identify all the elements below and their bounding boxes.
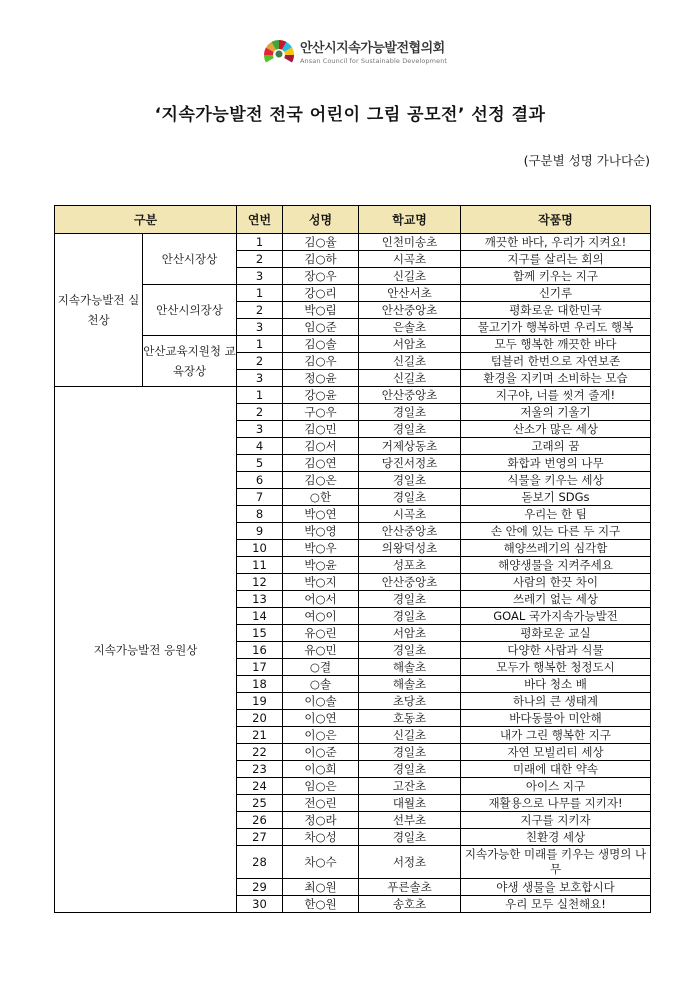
student-name: 유○린 xyxy=(283,625,359,642)
school-name: 경일초 xyxy=(359,591,461,608)
artwork-title: 산소가 많은 세상 xyxy=(461,421,651,438)
row-number: 22 xyxy=(237,744,283,761)
row-number: 10 xyxy=(237,540,283,557)
artwork-title: 평화로운 대한민국 xyxy=(461,302,651,319)
student-name: 강○윤 xyxy=(283,387,359,404)
award-cell: 안산시장상 xyxy=(143,234,237,285)
artwork-title: 물고기가 행복하면 우리도 행복 xyxy=(461,319,651,336)
row-number: 3 xyxy=(237,421,283,438)
row-number: 28 xyxy=(237,846,283,879)
student-name: ○결 xyxy=(283,659,359,676)
row-number: 21 xyxy=(237,727,283,744)
school-name: 초당초 xyxy=(359,693,461,710)
row-number: 18 xyxy=(237,676,283,693)
student-name: 김○우 xyxy=(283,353,359,370)
org-name-en: Ansan Council for Sustainable Development xyxy=(300,56,448,65)
row-number: 29 xyxy=(237,879,283,896)
row-number: 4 xyxy=(237,438,283,455)
school-name: 신길초 xyxy=(359,370,461,387)
row-number: 5 xyxy=(237,455,283,472)
row-number: 9 xyxy=(237,523,283,540)
school-name: 안산서초 xyxy=(359,285,461,302)
student-name: 한○원 xyxy=(283,896,359,913)
sort-note: (구분별 성명 가나다순) xyxy=(523,153,650,168)
artwork-title: 바다 청소 배 xyxy=(461,676,651,693)
school-name: 해솔초 xyxy=(359,659,461,676)
school-name: 당진서정초 xyxy=(359,455,461,472)
table-row xyxy=(55,336,651,353)
row-number: 3 xyxy=(237,319,283,336)
header-category: 구분 xyxy=(55,206,237,234)
org-logo xyxy=(262,38,447,68)
artwork-title: 재활용으로 나무를 지키자! xyxy=(461,795,651,812)
row-number: 1 xyxy=(237,285,283,302)
student-name: 이○연 xyxy=(283,710,359,727)
school-name: 서암초 xyxy=(359,625,461,642)
student-name: 박○림 xyxy=(283,302,359,319)
school-name: 경일초 xyxy=(359,744,461,761)
row-number: 1 xyxy=(237,387,283,404)
row-number: 20 xyxy=(237,710,283,727)
row-number: 13 xyxy=(237,591,283,608)
student-name: 유○민 xyxy=(283,642,359,659)
artwork-title: 모두가 행복한 청정도시 xyxy=(461,659,651,676)
header-school: 학교명 xyxy=(359,206,461,234)
artwork-title: 식물을 키우는 세상 xyxy=(461,472,651,489)
row-number: 24 xyxy=(237,778,283,795)
student-name: 장○우 xyxy=(283,268,359,285)
award-cell: 안산시의장상 xyxy=(143,285,237,336)
school-name: 경일초 xyxy=(359,489,461,506)
school-name: 의왕덕성초 xyxy=(359,540,461,557)
school-name: 안산중앙초 xyxy=(359,574,461,591)
student-name: 강○리 xyxy=(283,285,359,302)
row-number: 25 xyxy=(237,795,283,812)
artwork-title: 돋보기 SDGs xyxy=(461,489,651,506)
school-name: 경일초 xyxy=(359,421,461,438)
artwork-title: 텀블러 한번으로 자연보존 xyxy=(461,353,651,370)
student-name: 여○이 xyxy=(283,608,359,625)
header-name: 성명 xyxy=(283,206,359,234)
award-cell: 안산교육지원청 교육장상 xyxy=(143,336,237,387)
student-name: ○한 xyxy=(283,489,359,506)
row-number: 2 xyxy=(237,251,283,268)
artwork-title: 다양한 사람과 식물 xyxy=(461,642,651,659)
school-name: 신길초 xyxy=(359,353,461,370)
student-name: 박○지 xyxy=(283,574,359,591)
student-name: 김○서 xyxy=(283,438,359,455)
row-number: 3 xyxy=(237,370,283,387)
student-name: 정○라 xyxy=(283,812,359,829)
school-name: 은솔초 xyxy=(359,319,461,336)
school-name: 송호초 xyxy=(359,896,461,913)
row-number: 3 xyxy=(237,268,283,285)
artwork-title: 지속가능한 미래를 키우는 생명의 나무 xyxy=(461,846,651,879)
student-name: 차○수 xyxy=(283,846,359,879)
school-name: 신길초 xyxy=(359,268,461,285)
row-number: 23 xyxy=(237,761,283,778)
row-number: 11 xyxy=(237,557,283,574)
row-number: 2 xyxy=(237,353,283,370)
row-number: 30 xyxy=(237,896,283,913)
student-name: 이○준 xyxy=(283,744,359,761)
artwork-title: 화합과 번영의 나무 xyxy=(461,455,651,472)
student-name: 박○우 xyxy=(283,540,359,557)
row-number: 8 xyxy=(237,506,283,523)
row-number: 2 xyxy=(237,404,283,421)
artwork-title: 지구를 살리는 회의 xyxy=(461,251,651,268)
artwork-title: 해양쓰레기의 심각함 xyxy=(461,540,651,557)
artwork-title: 모두 행복한 깨끗한 바다 xyxy=(461,336,651,353)
school-name: 해솔초 xyxy=(359,676,461,693)
school-name: 인천미송초 xyxy=(359,234,461,251)
school-name: 푸른솔초 xyxy=(359,879,461,896)
student-name: 김○하 xyxy=(283,251,359,268)
artwork-title: 미래에 대한 약속 xyxy=(461,761,651,778)
student-name: 김○연 xyxy=(283,455,359,472)
row-number: 16 xyxy=(237,642,283,659)
school-name: 시곡초 xyxy=(359,506,461,523)
student-name: 이○솔 xyxy=(283,693,359,710)
artwork-title: 야생 생물을 보호합시다 xyxy=(461,879,651,896)
artwork-title: GOAL 국가지속가능발전 xyxy=(461,608,651,625)
artwork-title: 함께 키우는 지구 xyxy=(461,268,651,285)
artwork-title: 아이스 지구 xyxy=(461,778,651,795)
artwork-title: 평화로운 교실 xyxy=(461,625,651,642)
artwork-title: 지구야, 너를 씻겨 줄게! xyxy=(461,387,651,404)
artwork-title: 내가 그린 행복한 지구 xyxy=(461,727,651,744)
student-name: 임○준 xyxy=(283,319,359,336)
student-name: 임○은 xyxy=(283,778,359,795)
student-name: 김○온 xyxy=(283,472,359,489)
school-name: 거제상동초 xyxy=(359,438,461,455)
artwork-title: 바다동물아 미안해 xyxy=(461,710,651,727)
school-name: 호동초 xyxy=(359,710,461,727)
category-cell: 지속가능발전 실천상 xyxy=(55,234,143,387)
student-name: 박○연 xyxy=(283,506,359,523)
student-name: 이○은 xyxy=(283,727,359,744)
row-number: 14 xyxy=(237,608,283,625)
school-name: 신길초 xyxy=(359,727,461,744)
artwork-title: 쓰레기 없는 세상 xyxy=(461,591,651,608)
sdg-wheel-logo-icon xyxy=(262,38,296,68)
artwork-title: 지구를 지키자 xyxy=(461,812,651,829)
artwork-title: 자연 모빌리티 세상 xyxy=(461,744,651,761)
student-name: 박○영 xyxy=(283,523,359,540)
student-name: 구○우 xyxy=(283,404,359,421)
artwork-title: 사람의 한끗 차이 xyxy=(461,574,651,591)
row-number: 6 xyxy=(237,472,283,489)
school-name: 경일초 xyxy=(359,761,461,778)
student-name: 이○희 xyxy=(283,761,359,778)
table-row xyxy=(55,234,651,251)
student-name: ○솔 xyxy=(283,676,359,693)
row-number: 19 xyxy=(237,693,283,710)
artwork-title: 하나의 큰 생태계 xyxy=(461,693,651,710)
school-name: 서정초 xyxy=(359,846,461,879)
results-table xyxy=(54,205,651,913)
school-name: 선부초 xyxy=(359,812,461,829)
school-name: 고잔초 xyxy=(359,778,461,795)
artwork-title: 우리 모두 실천해요! xyxy=(461,896,651,913)
student-name: 김○솔 xyxy=(283,336,359,353)
student-name: 김○율 xyxy=(283,234,359,251)
row-number: 1 xyxy=(237,336,283,353)
school-name: 경일초 xyxy=(359,608,461,625)
artwork-title: 환경을 지키며 소비하는 모습 xyxy=(461,370,651,387)
school-name: 경일초 xyxy=(359,829,461,846)
school-name: 경일초 xyxy=(359,472,461,489)
row-number: 7 xyxy=(237,489,283,506)
row-number: 1 xyxy=(237,234,283,251)
artwork-title: 친환경 세상 xyxy=(461,829,651,846)
category-cell: 지속가능발전 응원상 xyxy=(55,387,237,913)
row-number: 26 xyxy=(237,812,283,829)
school-name: 안산중앙초 xyxy=(359,387,461,404)
org-name-ko: 안산시지속가능발전협의회 xyxy=(300,40,445,56)
school-name: 경일초 xyxy=(359,404,461,421)
artwork-title: 해양생물을 지켜주세요 xyxy=(461,557,651,574)
student-name: 김○민 xyxy=(283,421,359,438)
school-name: 시곡초 xyxy=(359,251,461,268)
table-header-row xyxy=(55,206,651,234)
student-name: 전○린 xyxy=(283,795,359,812)
table-row xyxy=(55,387,651,404)
school-name: 안산중앙초 xyxy=(359,302,461,319)
student-name: 박○윤 xyxy=(283,557,359,574)
row-number: 2 xyxy=(237,302,283,319)
artwork-title: 저울의 기울기 xyxy=(461,404,651,421)
school-name: 성포초 xyxy=(359,557,461,574)
row-number: 15 xyxy=(237,625,283,642)
artwork-title: 우리는 한 팀 xyxy=(461,506,651,523)
school-name: 안산중앙초 xyxy=(359,523,461,540)
student-name: 최○원 xyxy=(283,879,359,896)
row-number: 17 xyxy=(237,659,283,676)
document-title: ‘지속가능발전 전국 어린이 그림 공모전’ 선정 결과 xyxy=(154,105,546,125)
artwork-title: 고래의 꿈 xyxy=(461,438,651,455)
header-work: 작품명 xyxy=(461,206,651,234)
table-row xyxy=(55,285,651,302)
school-name: 경일초 xyxy=(359,642,461,659)
row-number: 27 xyxy=(237,829,283,846)
row-number: 12 xyxy=(237,574,283,591)
school-name: 서암초 xyxy=(359,336,461,353)
student-name: 어○서 xyxy=(283,591,359,608)
school-name: 대월초 xyxy=(359,795,461,812)
artwork-title: 손 안에 있는 다른 두 지구 xyxy=(461,523,651,540)
artwork-title: 신기루 xyxy=(461,285,651,302)
student-name: 차○성 xyxy=(283,829,359,846)
student-name: 정○윤 xyxy=(283,370,359,387)
artwork-title: 깨끗한 바다, 우리가 지켜요! xyxy=(461,234,651,251)
header-number: 연번 xyxy=(237,206,283,234)
